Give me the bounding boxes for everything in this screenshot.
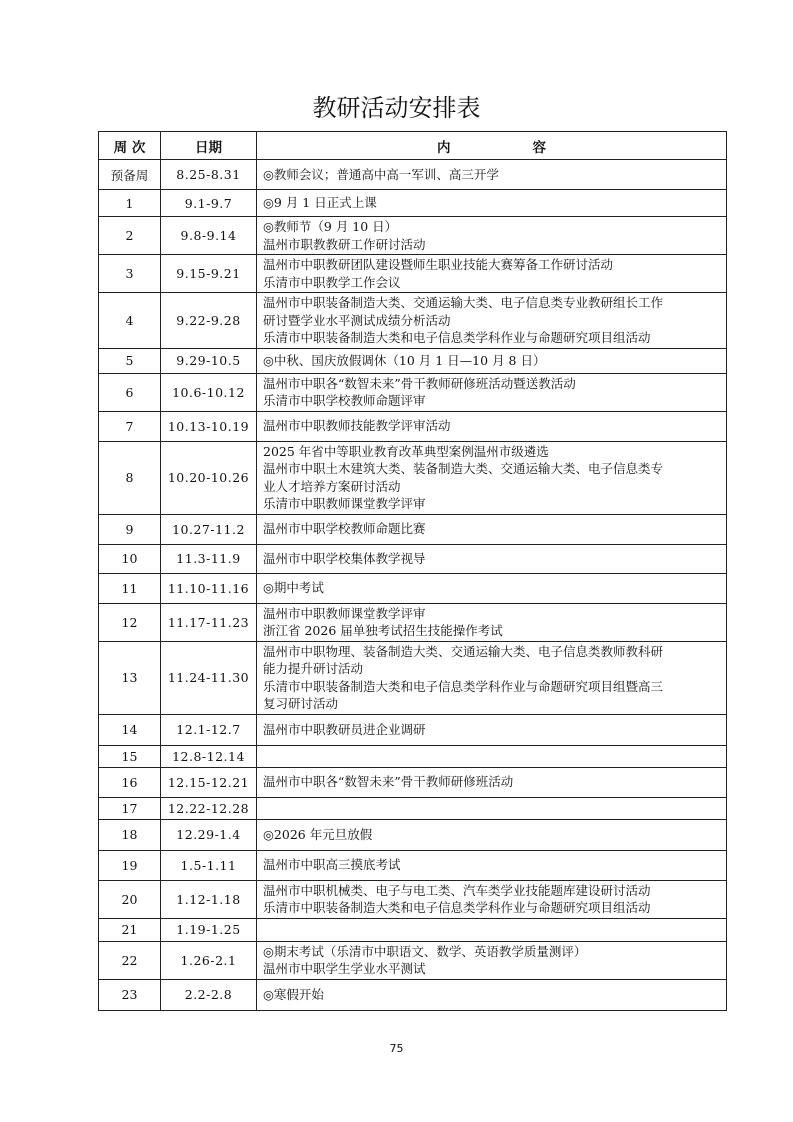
table-row (99, 603, 727, 641)
header-content-left: 内 (437, 139, 451, 156)
content-cell (257, 880, 727, 918)
date-cell: 12.15-12.21 (161, 767, 257, 797)
table-row (99, 797, 727, 819)
content-line: 2025 年省中等职业教育改革典型案例温州市级遴选 (263, 443, 549, 459)
content-line: ◎教师节（9 月 10 日） (263, 219, 398, 234)
date-cell: 8.25-8.31 (161, 160, 257, 190)
table-row (99, 190, 727, 217)
content-line: 温州市中职各“数智未来”骨干教师研修班活动 (263, 774, 514, 790)
header-content (257, 132, 727, 160)
content-cell (257, 544, 727, 573)
date-cell: 11.3-11.9 (161, 544, 257, 573)
content-cell (257, 514, 727, 544)
table-row (99, 641, 727, 714)
content-cell (257, 217, 727, 255)
content-line: 乐清市中职装备制造大类和电子信息类学科作业与命题研究项目组活动 (263, 900, 651, 915)
content-line: 温州市中职土木建筑大类、装备制造大类、交通运输大类、电子信息类专 (263, 461, 664, 476)
table-row (99, 514, 727, 544)
content-cell (257, 441, 727, 514)
content-cell (257, 293, 727, 349)
date-cell: 10.27-11.2 (161, 514, 257, 544)
content-line: 温州市中职教师课堂教学评审 (263, 605, 426, 621)
content-line: ◎寒假开始 (263, 986, 324, 1002)
content-line: 复习研讨活动 (263, 696, 339, 711)
table-row (99, 850, 727, 880)
table-row (99, 373, 727, 411)
header-date: 日期 (161, 132, 257, 160)
table-row (99, 255, 727, 293)
table-row (99, 941, 727, 979)
table-row (99, 217, 727, 255)
week-cell: 1 (99, 190, 161, 217)
date-cell: 11.10-11.16 (161, 573, 257, 603)
content-cell (257, 918, 727, 941)
table-row (99, 714, 727, 745)
table-row (99, 411, 727, 441)
table-row (99, 441, 727, 514)
week-cell: 12 (99, 603, 161, 641)
content-line: 能力提升研讨活动 (263, 661, 364, 676)
week-cell: 18 (99, 819, 161, 850)
content-line: ◎9 月 1 日正式上课 (263, 195, 377, 211)
content-line: ◎期末考试（乐清市中职语文、数学、英语教学质量测评） (263, 943, 587, 959)
content-line: 温州市职教教研工作研讨活动 (263, 236, 426, 252)
content-line: 浙江省 2026 届单独考试招生技能操作考试 (263, 623, 503, 638)
date-cell: 10.13-10.19 (161, 411, 257, 441)
content-line: 乐清市中职装备制造大类和电子信息类学科作业与命题研究项目组活动 (263, 330, 651, 345)
date-cell: 11.24-11.30 (161, 641, 257, 714)
week-cell: 23 (99, 979, 161, 1010)
week-cell: 3 (99, 255, 161, 293)
page-number: 75 (389, 1042, 404, 1055)
content-line: 温州市中职各“数智未来”骨干教师研修班活动暨送教活动 (263, 375, 576, 391)
content-line: ◎教师会议；普通高中高一军训、高三开学 (263, 166, 499, 182)
content-line: 业人才培养方案研讨活动 (263, 478, 401, 494)
table-row (99, 293, 727, 349)
content-cell (257, 745, 727, 767)
schedule-table (98, 131, 727, 1011)
table-row (99, 573, 727, 603)
content-line: 研讨暨学业水平测试成绩分析活动 (263, 312, 451, 328)
content-line: 乐清市中职教师课堂教学评审 (263, 496, 426, 511)
content-line: 温州市中职装备制造大类、交通运输大类、电子信息类专业教研组长工作 (263, 295, 664, 310)
week-cell: 19 (99, 850, 161, 880)
week-cell: 16 (99, 767, 161, 797)
content-cell (257, 255, 727, 293)
table-row (99, 544, 727, 573)
content-line: 温州市中职教研团队建设暨师生职业技能大赛筹备工作研讨活动 (263, 257, 614, 272)
week-cell: 2 (99, 217, 161, 255)
content-cell (257, 767, 727, 797)
week-cell: 15 (99, 745, 161, 767)
week-cell: 10 (99, 544, 161, 573)
content-cell (257, 941, 727, 979)
week-cell: 4 (99, 293, 161, 349)
date-cell: 1.19-1.25 (161, 918, 257, 941)
table-row (99, 979, 727, 1010)
content-cell (257, 373, 727, 411)
content-line: ◎期中考试 (263, 580, 324, 596)
content-line: 温州市中职学生学业水平测试 (263, 961, 426, 976)
week-cell: 21 (99, 918, 161, 941)
week-cell: 5 (99, 348, 161, 373)
content-line: ◎中秋、国庆放假调休（10 月 1 日—10 月 8 日） (263, 352, 546, 368)
table-row (99, 767, 727, 797)
date-cell: 2.2-2.8 (161, 979, 257, 1010)
content-line: 乐清市中职学校教师命题评审 (263, 393, 426, 408)
date-cell: 10.20-10.26 (161, 441, 257, 514)
table-row (99, 880, 727, 918)
content-cell (257, 850, 727, 880)
date-cell: 12.1-12.7 (161, 714, 257, 745)
week-cell: 9 (99, 514, 161, 544)
week-cell: 8 (99, 441, 161, 514)
header-week: 周 次 (99, 132, 161, 160)
week-cell: 22 (99, 941, 161, 979)
date-cell: 9.22-9.28 (161, 293, 257, 349)
table-row (99, 745, 727, 767)
week-cell: 7 (99, 411, 161, 441)
week-cell: 14 (99, 714, 161, 745)
week-cell: 17 (99, 797, 161, 819)
content-line: 乐清市中职教学工作会议 (263, 274, 401, 290)
date-cell: 10.6-10.12 (161, 373, 257, 411)
table-row (99, 819, 727, 850)
date-cell: 12.22-12.28 (161, 797, 257, 819)
content-cell (257, 714, 727, 745)
content-cell (257, 160, 727, 190)
content-cell (257, 190, 727, 217)
week-cell: 13 (99, 641, 161, 714)
date-cell: 1.5-1.11 (161, 850, 257, 880)
content-line: 温州市中职机械类、电子与电工类、汽车类学业技能题库建设研讨活动 (263, 882, 651, 898)
content-line: 乐清市中职装备制造大类和电子信息类学科作业与命题研究项目组暨高三 (263, 678, 664, 694)
content-line: 温州市中职高三摸底考试 (263, 857, 401, 873)
table-row (99, 160, 727, 190)
week-cell: 11 (99, 573, 161, 603)
header-content-right: 容 (532, 139, 546, 156)
date-cell: 9.8-9.14 (161, 217, 257, 255)
date-cell: 9.1-9.7 (161, 190, 257, 217)
date-cell: 12.8-12.14 (161, 745, 257, 767)
date-cell: 9.15-9.21 (161, 255, 257, 293)
content-line: 温州市中职学校教师命题比赛 (263, 521, 426, 537)
content-line: 温州市中职物理、装备制造大类、交通运输大类、电子信息类教师教科研 (263, 643, 664, 659)
content-cell (257, 573, 727, 603)
content-cell (257, 819, 727, 850)
week-cell: 6 (99, 373, 161, 411)
content-cell (257, 603, 727, 641)
content-line: 温州市中职学校集体教学视导 (263, 550, 426, 566)
week-cell: 预备周 (99, 160, 161, 190)
content-line: ◎2026 年元旦放假 (263, 826, 373, 842)
content-cell (257, 641, 727, 714)
table-header-row (99, 132, 727, 160)
date-cell: 12.29-1.4 (161, 819, 257, 850)
week-cell: 20 (99, 880, 161, 918)
content-cell (257, 797, 727, 819)
content-cell (257, 411, 727, 441)
content-line: 温州市中职教研员进企业调研 (263, 721, 426, 737)
date-cell: 11.17-11.23 (161, 603, 257, 641)
table-row (99, 348, 727, 373)
date-cell: 1.26-2.1 (161, 941, 257, 979)
date-cell: 1.12-1.18 (161, 880, 257, 918)
content-cell (257, 348, 727, 373)
date-cell: 9.29-10.5 (161, 348, 257, 373)
table-row (99, 918, 727, 941)
content-line: 温州市中职教师技能教学评审活动 (263, 418, 451, 434)
content-cell (257, 979, 727, 1010)
page-title: 教研活动安排表 (312, 94, 481, 122)
